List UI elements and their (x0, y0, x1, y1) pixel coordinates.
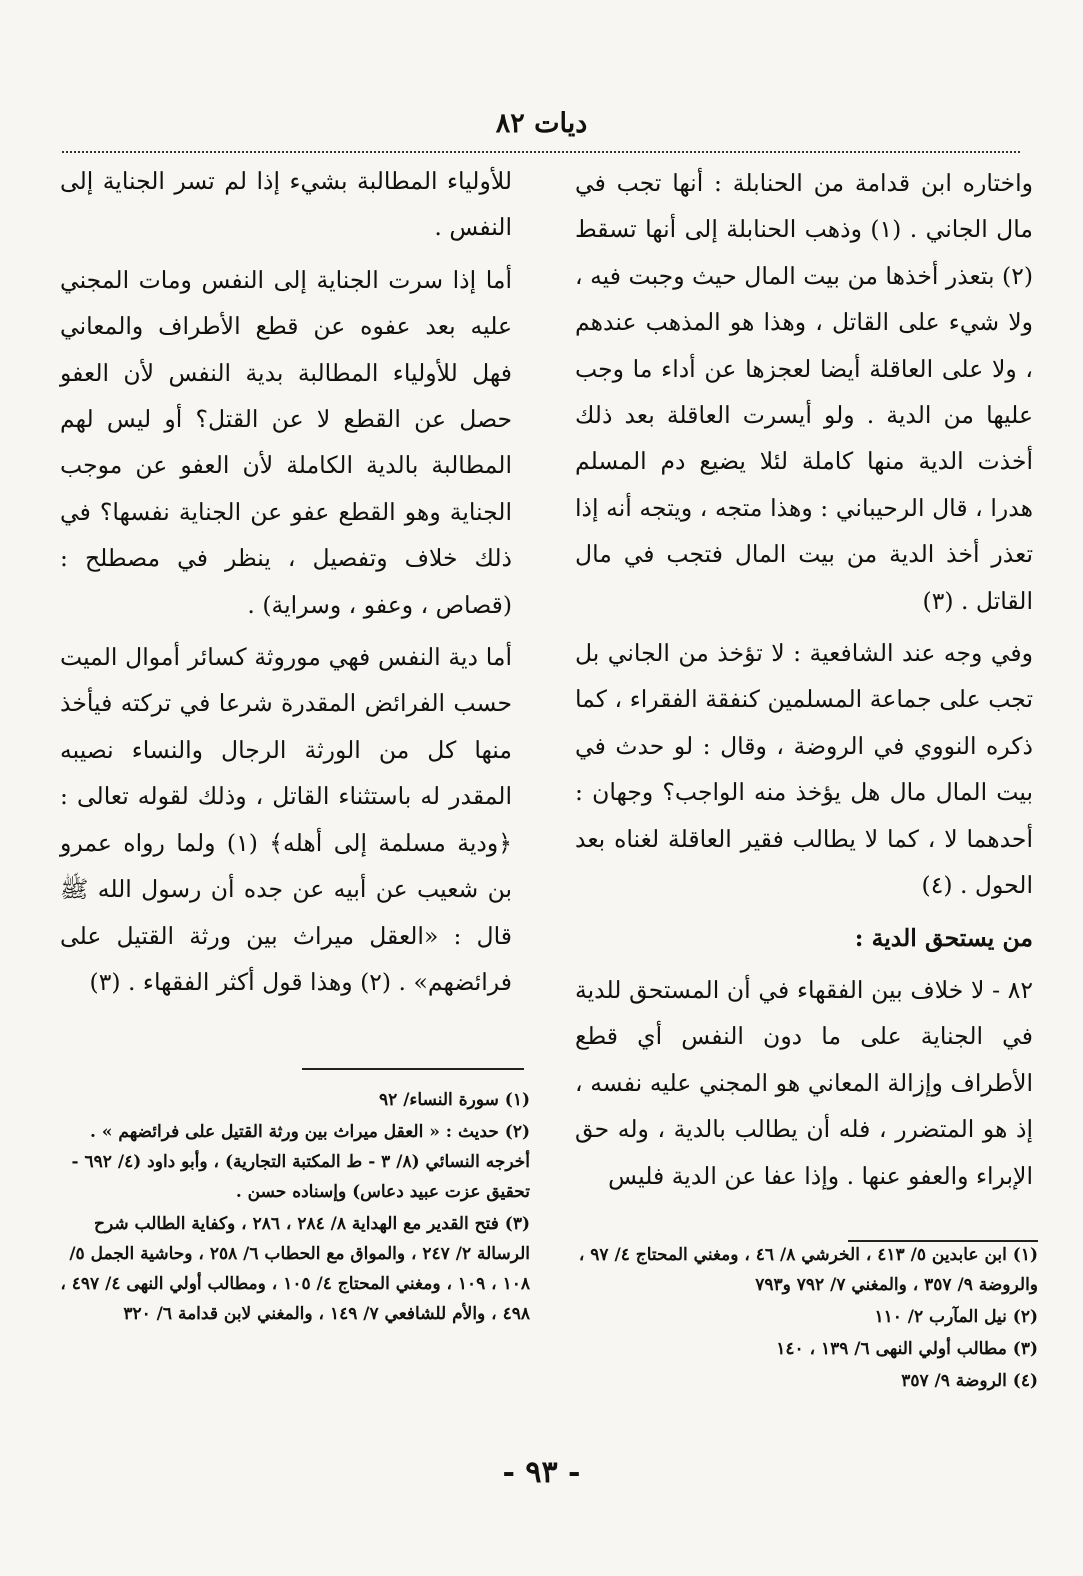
footnote: (١) ابن عابدين ٥/ ٤١٣ ، الخرشي ٨/ ٤٦ ، ومغني المحتاج ٤/ ٩٧ ، والروضة ٩/ ٣٥٧ ، والمغني ٧/ ٧٩٢ و٧٩٣ (578, 1245, 1038, 1295)
running-head: ديات ٨٢ (495, 108, 588, 139)
header-dotted-rule (62, 151, 1020, 153)
paragraph: واختاره ابن قدامة من الحنابلة : أنها تجب في مال الجاني . (١) وذهب الحنابلة إلى أنها تسقط (٢) بتعذر أخذها من بيت المال حيث وجبت فيه ، ولا شيء على القاتل ، وهذا هو المذهب عندهم ، ولا على العاقلة أيضا لعجزها عن أداء ما وجب عليها من الدية . ولو أيسرت العاقلة بعد ذلك أخذت الدية منها كاملة لئلا يضيع دم المسلم هدرا ، قال الرحيباني : وهذا متجه ، ويتجه أنه إذا تعذر أخذ الدية من بيت المال فتجب في مال القاتل . (٣) (575, 169, 1033, 615)
footnote: (٢) حديث : « العقل ميراث بين ورثة القتيل على فرائضهم » . أخرجه النسائي (٨/ ٣ - ط المكتبة التجارية) ، وأبو داود (٤/ ٦٩٢ - تحقيق عزت عبيد دعاس) وإسناده حسن . (71, 1122, 530, 1202)
footnotes-left (60, 1085, 530, 1331)
footnotes-right (578, 1240, 1038, 1398)
footnote: (٢) نيل المآرب ٢/ ١١٠ (874, 1307, 1038, 1327)
footnote-divider (302, 1068, 524, 1070)
right-column (575, 160, 1033, 1205)
page-number: - ٩٣ - (502, 1455, 581, 1490)
footnote: (٤) الروضة ٩/ ٣٥٧ (901, 1371, 1038, 1391)
footnote: (١) سورة النساء/ ٩٢ (379, 1090, 530, 1110)
footnote: (٣) فتح القدير مع الهداية ٨/ ٢٨٤ ، ٢٨٦ ، وكفاية الطالب شرح الرسالة ٢/ ٢٤٧ ، والمواق مع الحطاب ٦/ ٢٥٨ ، وحاشية الجمل ٥/ ١٠٨ ، ١٠٩ ، ومغني المحتاج ٤/ ١٠٥ ، ومطالب أولي النهى ٤/ ٤٩٧ ، ٤٩٨ ، والأم للشافعي ٧/ ١٤٩ ، والمغني لابن قدامة ٦/ ٣٢٠ (60, 1214, 530, 1324)
paragraph: وفي وجه عند الشافعية : لا تؤخذ من الجاني بل تجب على جماعة المسلمين كنفقة الفقراء ، كما ذكره النووي في الروضة ، وقال : لو حدث في بيت المال مال هل يؤخذ منه الواجب؟ وجهان : أحدهما لا ، كما لا يطالب فقير العاقلة لغناه بعد الحول . (٤) (575, 639, 1033, 900)
section-heading: من يستحق الدية : (854, 923, 1033, 952)
left-column (60, 158, 512, 1011)
paragraph: أما إذا سرت الجناية إلى النفس ومات المجني عليه بعد عفوه عن قطع الأطراف والمعاني فهل للأولياء المطالبة بدية النفس لأن العفو حصل عن القطع لا عن القتل؟ أو ليس لهم المطالبة بالدية الكاملة لأن العفو عن موجب الجناية وهو القطع عفو عن الجناية نفسها؟ في ذلك خلاف وتفصيل ، ينظر في مصطلح : (قصاص ، وعفو ، وسراية) . (60, 265, 512, 619)
footnote: (٣) مطالب أولي النهى ٦/ ١٣٩ ، ١٤٠ (776, 1339, 1038, 1359)
paragraph: أما دية النفس فهي موروثة كسائر أموال الميت حسب الفرائض المقدرة شرعا في تركته فيأخذ منها كل من الورثة الرجال والنساء نصيبه المقدر له باستثناء القاتل ، وذلك لقوله تعالى : ﴿ودية مسلمة إلى أهله﴾ (١) ولما رواه عمرو بن شعيب عن أبيه عن جده أن رسول الله ﷺ قال : «العقل ميراث بين ورثة القتيل على فرائضهم» . (٢) وهذا قول أكثر الفقهاء . (٣) (60, 643, 512, 996)
paragraph: ٨٢ - لا خلاف بين الفقهاء في أن المستحق للدية في الجناية على ما دون النفس أي قطع الأطراف وإزالة المعاني هو المجني عليه نفسه ، إذ هو المتضرر ، فله أن يطالب بالدية ، وله حق الإبراء والعفو عنها . وإذا عفا عن الدية فليس (575, 975, 1033, 1190)
paragraph: للأولياء المطالبة بشيء إذا لم تسر الجناية إلى النفس . (60, 167, 512, 242)
